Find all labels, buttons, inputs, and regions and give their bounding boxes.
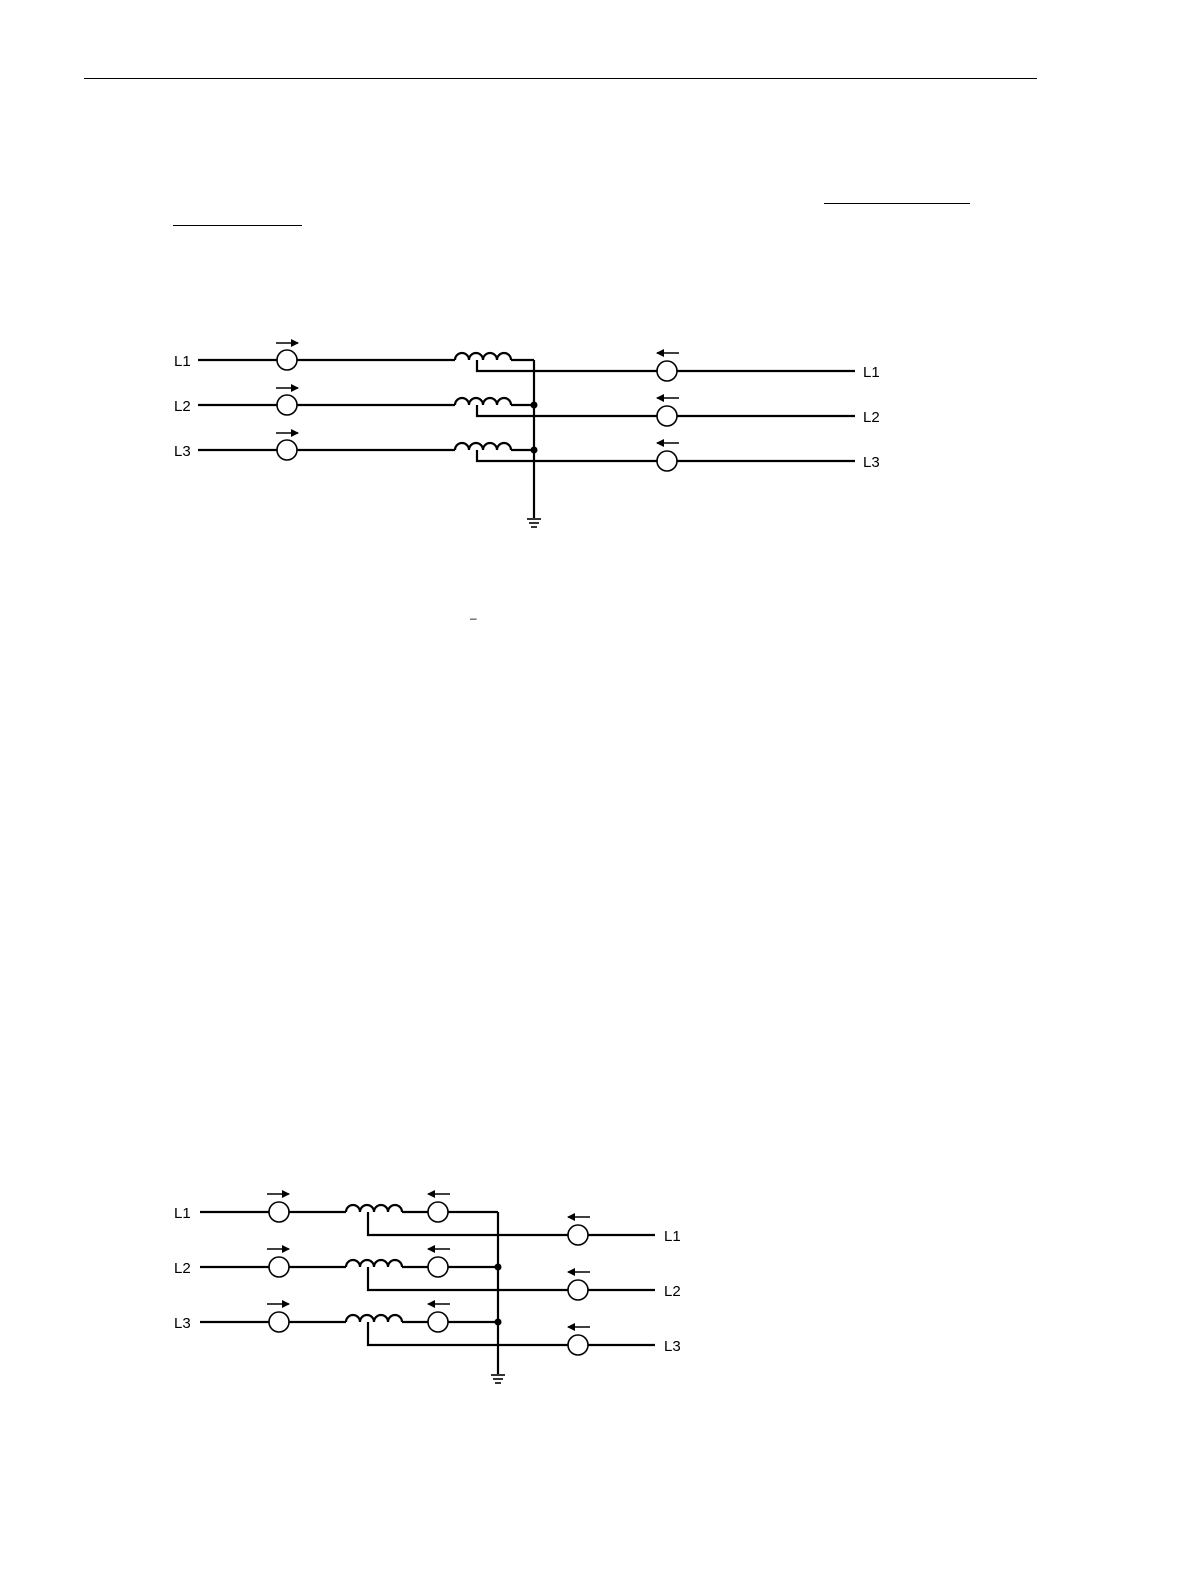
tap-l3 (368, 1322, 655, 1345)
ct-l1-in (269, 1202, 289, 1222)
label-l1-left: L1 (174, 353, 191, 370)
label-l3-right: L3 (664, 1338, 681, 1355)
label-l3-left: L3 (174, 1315, 191, 1332)
ct-l3-out (657, 451, 677, 471)
ct-l2-in (269, 1257, 289, 1277)
ct-l3-in (269, 1312, 289, 1332)
label-l2-left: L2 (174, 1260, 191, 1277)
ct-l2-neutral (428, 1257, 448, 1277)
label-l1-right: L1 (664, 1228, 681, 1245)
coil-l2 (346, 1260, 402, 1267)
ground-icon (527, 519, 541, 527)
junction-dot (495, 1319, 502, 1326)
label-l2-left: L2 (174, 398, 191, 415)
label-l2-right: L2 (863, 409, 880, 426)
label-l1-right: L1 (863, 364, 880, 381)
ct-l3-neutral (428, 1312, 448, 1332)
coil-l1 (455, 353, 511, 360)
coil-l3 (455, 443, 511, 450)
label-l1-left: L1 (174, 1205, 191, 1222)
ct-l3-in (277, 440, 297, 460)
ct-l1-neutral (428, 1202, 448, 1222)
ct-l2-out (568, 1280, 588, 1300)
ct-l1-out (568, 1225, 588, 1245)
label-l3-left: L3 (174, 443, 191, 460)
ct-l1-in (277, 350, 297, 370)
junction-dot (495, 1264, 502, 1271)
ct-l3-out (568, 1335, 588, 1355)
coil-l3 (346, 1315, 402, 1322)
minus-mark: – (470, 611, 477, 625)
ct-l1-out (657, 361, 677, 381)
ct-l2-in (277, 395, 297, 415)
tap-l2 (368, 1267, 655, 1290)
coil-l2 (455, 398, 511, 405)
label-l2-right: L2 (664, 1283, 681, 1300)
junction-dot (531, 402, 538, 409)
ct-l2-out (657, 406, 677, 426)
ground-icon (491, 1375, 505, 1383)
diagram-bottom (174, 1194, 681, 1383)
junction-dot (531, 447, 538, 454)
tap-l1 (368, 1212, 655, 1235)
diagram-top (174, 343, 880, 527)
coil-l1 (346, 1205, 402, 1212)
label-l3-right: L3 (863, 454, 880, 471)
